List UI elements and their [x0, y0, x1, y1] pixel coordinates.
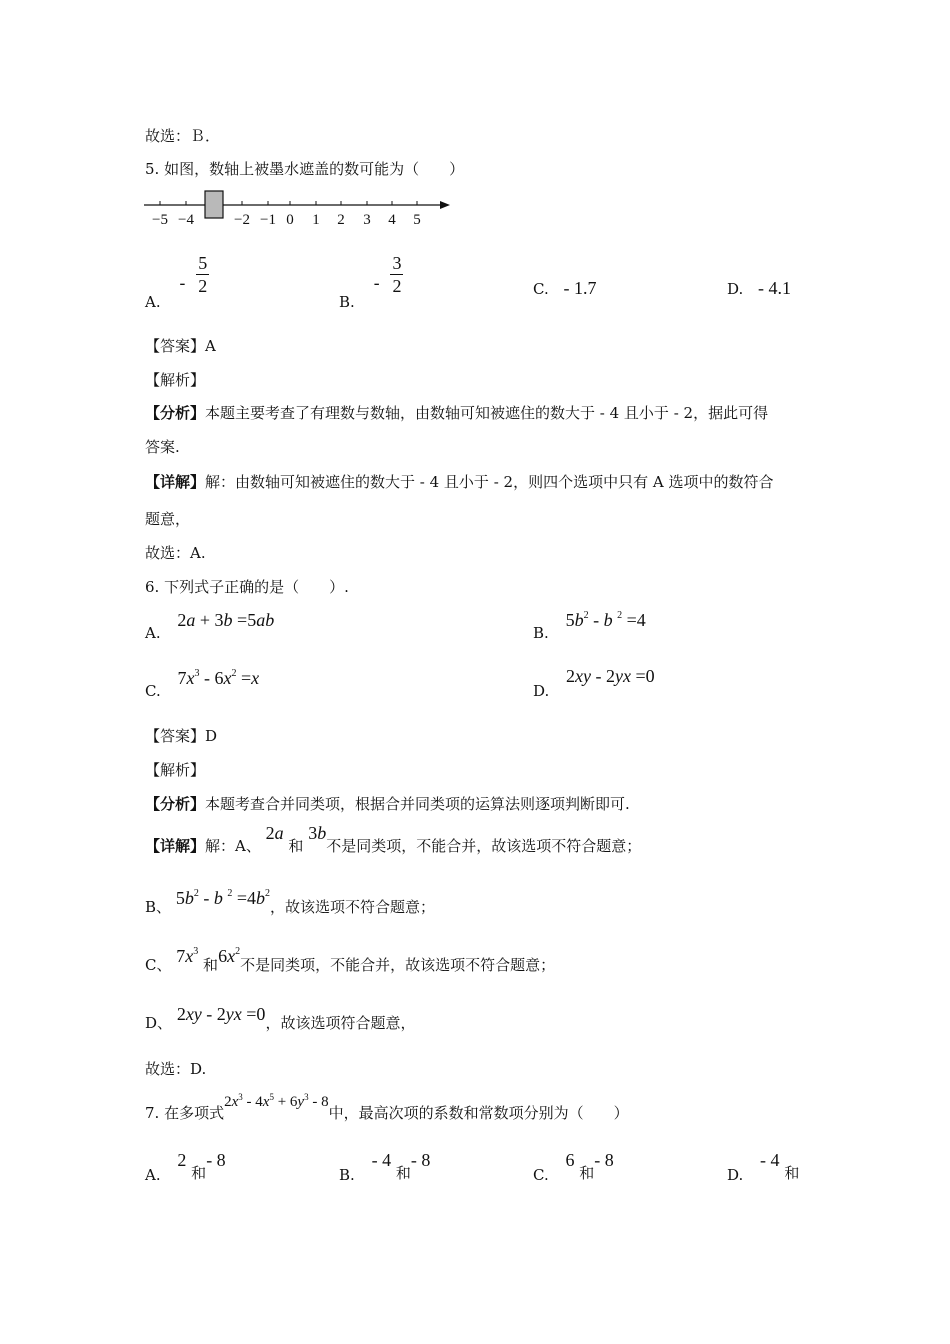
q6-option-d-label: D. [533, 682, 550, 700]
q6-option-c-expression: $7x^3 - 6x^2 =x$ [177, 668, 260, 688]
q5-option-b [339, 252, 403, 311]
number-line-tick-label: 5 [413, 212, 421, 228]
q6-option-b-label: B. [533, 624, 549, 642]
q7-suffix: 中，最高次项的系数和常数项分别为（ ） [328, 1104, 629, 1122]
q6-xiangjie-suffix: 不是同类项，不能合并，故该选项不符合题意； [326, 837, 642, 855]
q5-fenxi-text: 本题主要考查了有理数与数轴，由数轴可知被遮住的数大于 - 4 且小于 - 2，据此可得 [205, 404, 769, 422]
number-line-tick-label: 1 [312, 212, 320, 228]
q5-option-a-fraction [196, 252, 209, 297]
q6-xiangjie-tag: 【详解】 [145, 837, 206, 855]
q6-d-expression: 2xy - 2yx =0 [176, 1004, 266, 1024]
q6-b-line [145, 888, 435, 928]
q5-fenxi [145, 402, 768, 424]
q5-option-a-denominator: 2 [198, 276, 208, 296]
q7-option-a-and: 和 [191, 1164, 207, 1182]
q5-option-b-numerator: 3 [392, 253, 402, 273]
q7-option-a-label: A. [145, 1166, 161, 1184]
q7-option-a-first: 2 [177, 1150, 187, 1170]
q7-polynomial: $2x^3 - 4x^5 + 6y^3 - 8$ [224, 1092, 329, 1110]
q5-option-a-label: A. [145, 292, 161, 311]
q6-d-suffix: ，故该选项符合题意， [265, 1014, 416, 1032]
q5-fenxi-tag: 【分析】 [145, 404, 206, 422]
q5-option-c-value: - 1.7 [563, 278, 597, 298]
q6-xiangjie-and: 和 [288, 837, 304, 855]
q6-c-term-6x2: $6x^2$ [218, 946, 241, 966]
q6-final: 故选：D. [145, 1060, 207, 1078]
q6-b-expression: $5b^2$ - b $^2 =4b^2$ [175, 888, 270, 908]
q7-option-b-and: 和 [395, 1164, 411, 1182]
q5-xiangjie-tag: 【详解】 [145, 473, 206, 491]
q5-xiangjie [145, 471, 773, 493]
number-line-tick-label: −2 [234, 212, 250, 228]
q5-analysis-heading: 【解析】 [145, 371, 206, 389]
q7-option-c-and: 和 [579, 1164, 595, 1182]
q6-analysis-heading: 【解析】 [145, 761, 206, 779]
number-line-tick-label: 0 [286, 212, 294, 228]
q7-option-b-label: B. [339, 1166, 355, 1184]
q6-option-b [533, 610, 646, 642]
q7-option-a [145, 1150, 226, 1184]
q6-option-b-expression: $5b^2$ - b $^2$ =4 [565, 610, 646, 630]
q6-b-suffix: ，故该选项不符合题意； [269, 898, 435, 916]
q5-option-a-sign: - [179, 272, 186, 294]
number-line-tick-label: −1 [260, 212, 276, 228]
q5-xiangjie-continued: 题意， [145, 510, 191, 528]
q6-b-prefix: B、 [145, 898, 172, 916]
number-line-tick-label: 2 [337, 212, 345, 228]
q6-option-a-expression: 2a + 3b =5ab [177, 610, 275, 630]
q6-xiangjie-prefix: 解：A、 [205, 837, 261, 855]
q5-answer: 【答案】A [145, 337, 216, 355]
q7-option-c-second: - 8 [594, 1150, 614, 1170]
q5-option-b-sign: - [373, 272, 380, 294]
q6-c-prefix: C、 [145, 956, 172, 974]
q7-prefix: 7. 在多项式 [145, 1104, 225, 1122]
prev-answer: 故选：Ｂ． [145, 127, 221, 145]
ink-blot [205, 191, 223, 218]
q6-fenxi [145, 793, 630, 815]
q7-option-b-first: - 4 [371, 1150, 392, 1170]
q6-c-line [145, 946, 555, 986]
q5-fenxi-continued: 答案. [145, 438, 180, 456]
q5-option-a [145, 252, 209, 311]
q6-option-a-label: A. [145, 624, 161, 642]
q5-option-c-label: C. [533, 280, 549, 298]
q5-option-d [727, 278, 791, 299]
q6-xiangjie-term-2a: 2a [265, 823, 284, 843]
q5-option-b-label: B. [339, 292, 355, 311]
number-line-tick-label: 3 [363, 212, 371, 228]
q6-stem: 6. 下列式子正确的是（ ）. [145, 578, 349, 596]
q7-option-c-label: C. [533, 1166, 549, 1184]
q7-option-d [727, 1150, 800, 1184]
q7-option-c-first: 6 [565, 1150, 575, 1170]
q6-option-c [145, 668, 260, 700]
q6-xiangjie-term-3b: 3b [308, 823, 327, 843]
q5-stem: 5. 如图，数轴上被墨水遮盖的数可能为（ ） [145, 160, 465, 178]
q7-option-d-label: D. [727, 1166, 744, 1184]
q5-option-b-fraction [390, 252, 403, 297]
q5-option-a-numerator: 5 [198, 253, 208, 273]
q6-d-prefix: D、 [145, 1014, 173, 1032]
q5-option-d-label: D. [727, 280, 744, 298]
q5-final: 故选：A. [145, 544, 206, 562]
q5-xiangjie-text: 解：由数轴可知被遮住的数大于 - 4 且小于 - 2，则四个选项中只有 A 选项中的数符合 [205, 473, 774, 491]
q6-xiangjie [145, 825, 641, 866]
q7-option-a-second: - 8 [206, 1150, 226, 1170]
number-line-arrow [440, 201, 450, 209]
q6-c-and: 和 [203, 956, 219, 974]
number-line-tick-label: −5 [152, 212, 168, 228]
q6-option-d [533, 666, 655, 700]
q7-option-b [339, 1150, 431, 1184]
number-line-figure [140, 186, 460, 231]
q7-option-c [533, 1150, 614, 1184]
q7-option-b-second: - 8 [410, 1150, 431, 1170]
q6-d-line [145, 1004, 415, 1041]
q6-fenxi-tag: 【分析】 [145, 795, 206, 813]
q6-fenxi-text: 本题考查合并同类项，根据合并同类项的运算法则逐项判断即可. [205, 795, 630, 813]
number-line-tick-label: 4 [388, 212, 396, 228]
q6-c-term-7x3: $7x^3$ [176, 946, 199, 966]
q6-c-suffix: 不是同类项，不能合并，故该选项不符合题意； [240, 956, 556, 974]
q7-stem [145, 1093, 629, 1135]
q5-option-b-denominator: 2 [392, 276, 402, 296]
q6-option-d-expression: 2xy - 2yx =0 [566, 666, 655, 686]
q5-option-d-value: - 4.1 [758, 278, 792, 298]
q7-option-d-and: 和 [784, 1164, 800, 1182]
q5-option-c [533, 278, 597, 299]
q6-option-a [145, 610, 275, 642]
number-line-tick-label: −4 [178, 212, 194, 228]
q6-answer: 【答案】D [145, 727, 218, 745]
q7-option-d-first: - 4 [760, 1150, 780, 1170]
q6-option-c-label: C. [145, 682, 161, 700]
